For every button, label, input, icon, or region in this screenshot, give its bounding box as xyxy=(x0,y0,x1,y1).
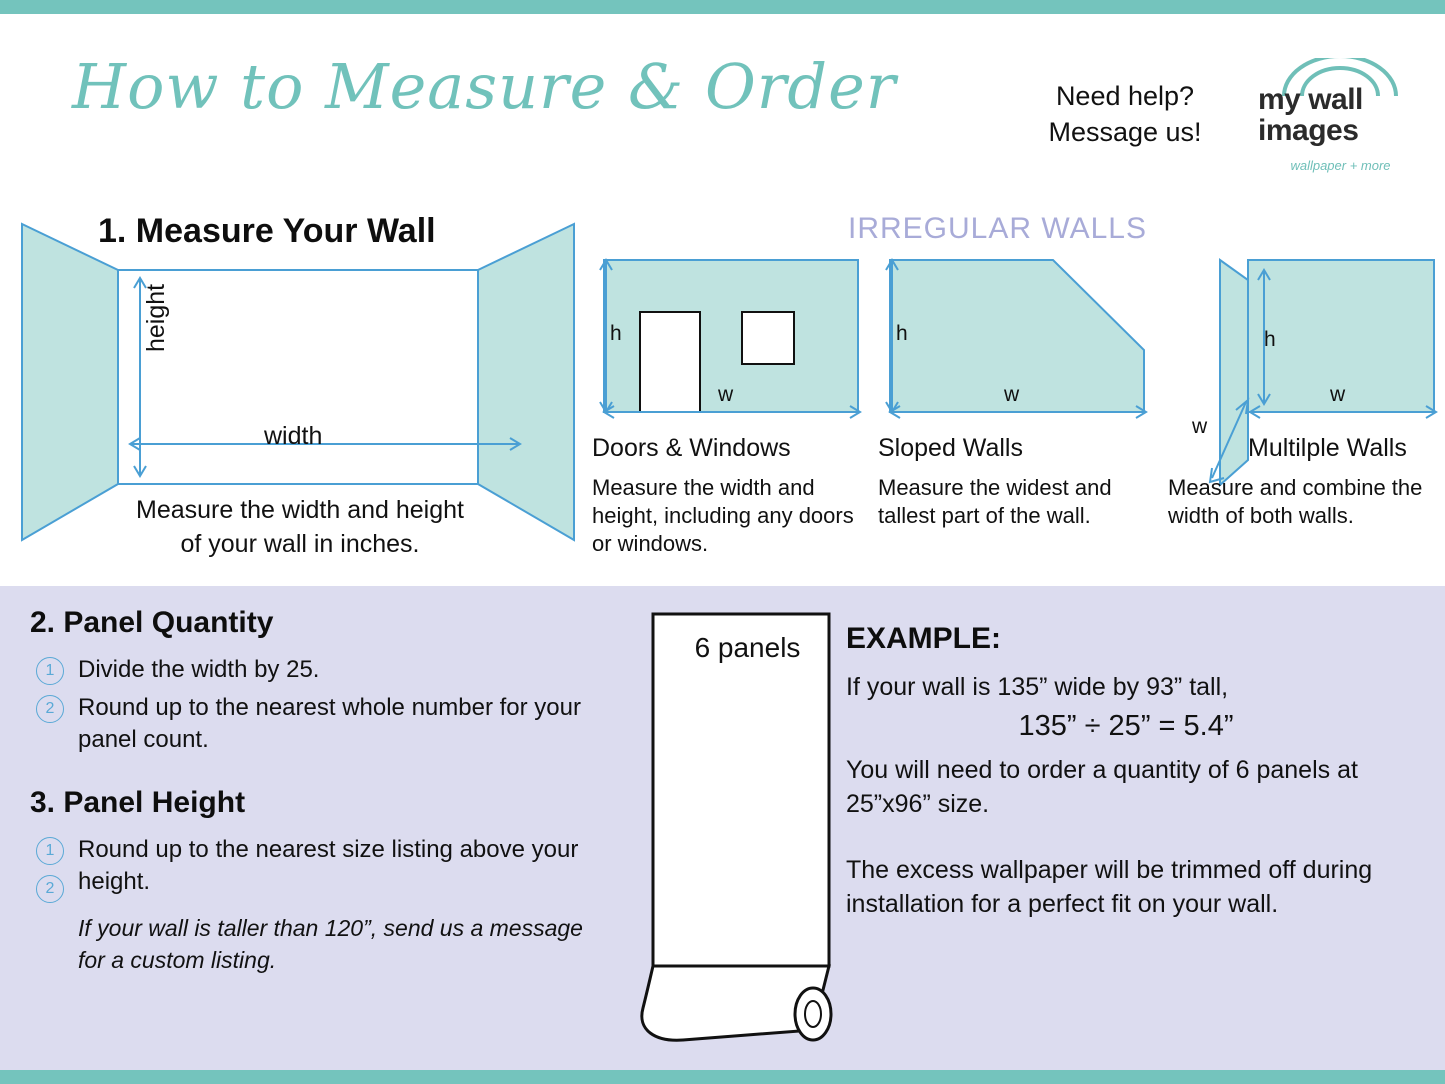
sloped-walls-h-label: h xyxy=(896,322,908,345)
logo-name-line1: my wall xyxy=(1258,83,1363,116)
step-3-1 xyxy=(30,834,610,898)
step-3-1-number: 1 xyxy=(36,837,64,865)
multiple-walls-w2-label: w xyxy=(1192,415,1208,438)
wallpaper-roll-svg xyxy=(637,610,857,1046)
example-line2: You will need to order a quantity of 6 panels at 25”x96” size. xyxy=(846,756,1358,818)
logo-tagline: wallpaper + more xyxy=(1290,158,1391,173)
wallpaper-roll-illustration xyxy=(637,610,857,1046)
step-2-2-number: 2 xyxy=(36,695,64,723)
section3-note: If your wall is taller than 120”, send us a message for a custom listing. xyxy=(78,915,583,973)
step-2-1 xyxy=(30,654,610,686)
roll-panel-count-label: 6 panels xyxy=(694,632,801,663)
irregular-walls-heading: IRREGULAR WALLS xyxy=(848,212,1147,245)
top-accent-band xyxy=(0,0,1445,14)
step-2-2-text: Round up to the nearest whole number for your panel count. xyxy=(78,694,581,753)
step-3-2-number: 2 xyxy=(36,875,64,903)
doors-windows-h-label: h xyxy=(610,322,622,345)
panel-quantity-section xyxy=(30,606,610,976)
need-help-text xyxy=(1015,78,1235,150)
step-2-1-text: Divide the width by 25. xyxy=(78,656,320,683)
sloped-walls-w-label: w xyxy=(1004,383,1020,406)
wall-caption-line2: of your wall in inches. xyxy=(180,530,420,558)
wall-width-label: width xyxy=(264,422,323,450)
section1-heading: 1. Measure Your Wall xyxy=(98,212,436,250)
example-section xyxy=(846,622,1406,927)
logo-wordmark xyxy=(1258,84,1423,146)
wall-height-label: height xyxy=(142,283,170,352)
sloped-walls-title: Sloped Walls xyxy=(878,434,1023,462)
wall-diagram-caption xyxy=(60,493,540,561)
bottom-accent-band xyxy=(0,1070,1445,1084)
sloped-walls-caption: Measure the widest and tallest part of the wall. xyxy=(878,475,1112,528)
multiple-walls-title: Multilple Walls xyxy=(1248,434,1407,462)
section3-heading: 3. Panel Height xyxy=(30,786,246,819)
example-spacer xyxy=(846,827,1406,853)
need-help-line1: Need help? xyxy=(1055,81,1195,111)
example-line3: The excess wallpaper will be trimmed off during installation for a perfect fit on your wall. xyxy=(846,856,1373,918)
step-2-1-number: 1 xyxy=(36,657,64,685)
multiple-walls-h-label: h xyxy=(1264,328,1276,351)
sloped-walls-diagram xyxy=(878,250,1148,425)
doors-windows-title: Doors & Windows xyxy=(592,434,791,462)
example-equation: 135” ÷ 25” = 5.4” xyxy=(1018,710,1234,742)
example-line1: If your wall is 135” wide by 93” tall, xyxy=(846,673,1229,701)
doors-windows-w-label: w xyxy=(718,383,734,406)
step-3-1-text: Round up to the nearest size listing above your height. xyxy=(78,836,579,895)
page-title: How to Measure & Order xyxy=(72,50,897,123)
logo-name-line2: images xyxy=(1258,114,1359,147)
brand-logo xyxy=(1258,58,1423,188)
doors-windows-caption: Measure the width and height, including any doors or windows. xyxy=(592,475,854,556)
need-help-line2: Message us! xyxy=(1048,117,1202,147)
step-2-2 xyxy=(30,692,610,756)
wall-caption-line1: Measure the width and height xyxy=(136,496,464,524)
multiple-walls-w-label: w xyxy=(1330,383,1346,406)
multiple-walls-caption: Measure and combine the width of both walls. xyxy=(1168,475,1423,528)
example-heading: EXAMPLE: xyxy=(846,622,1002,655)
doors-windows-diagram xyxy=(592,250,862,425)
section2-heading: 2. Panel Quantity xyxy=(30,606,274,639)
